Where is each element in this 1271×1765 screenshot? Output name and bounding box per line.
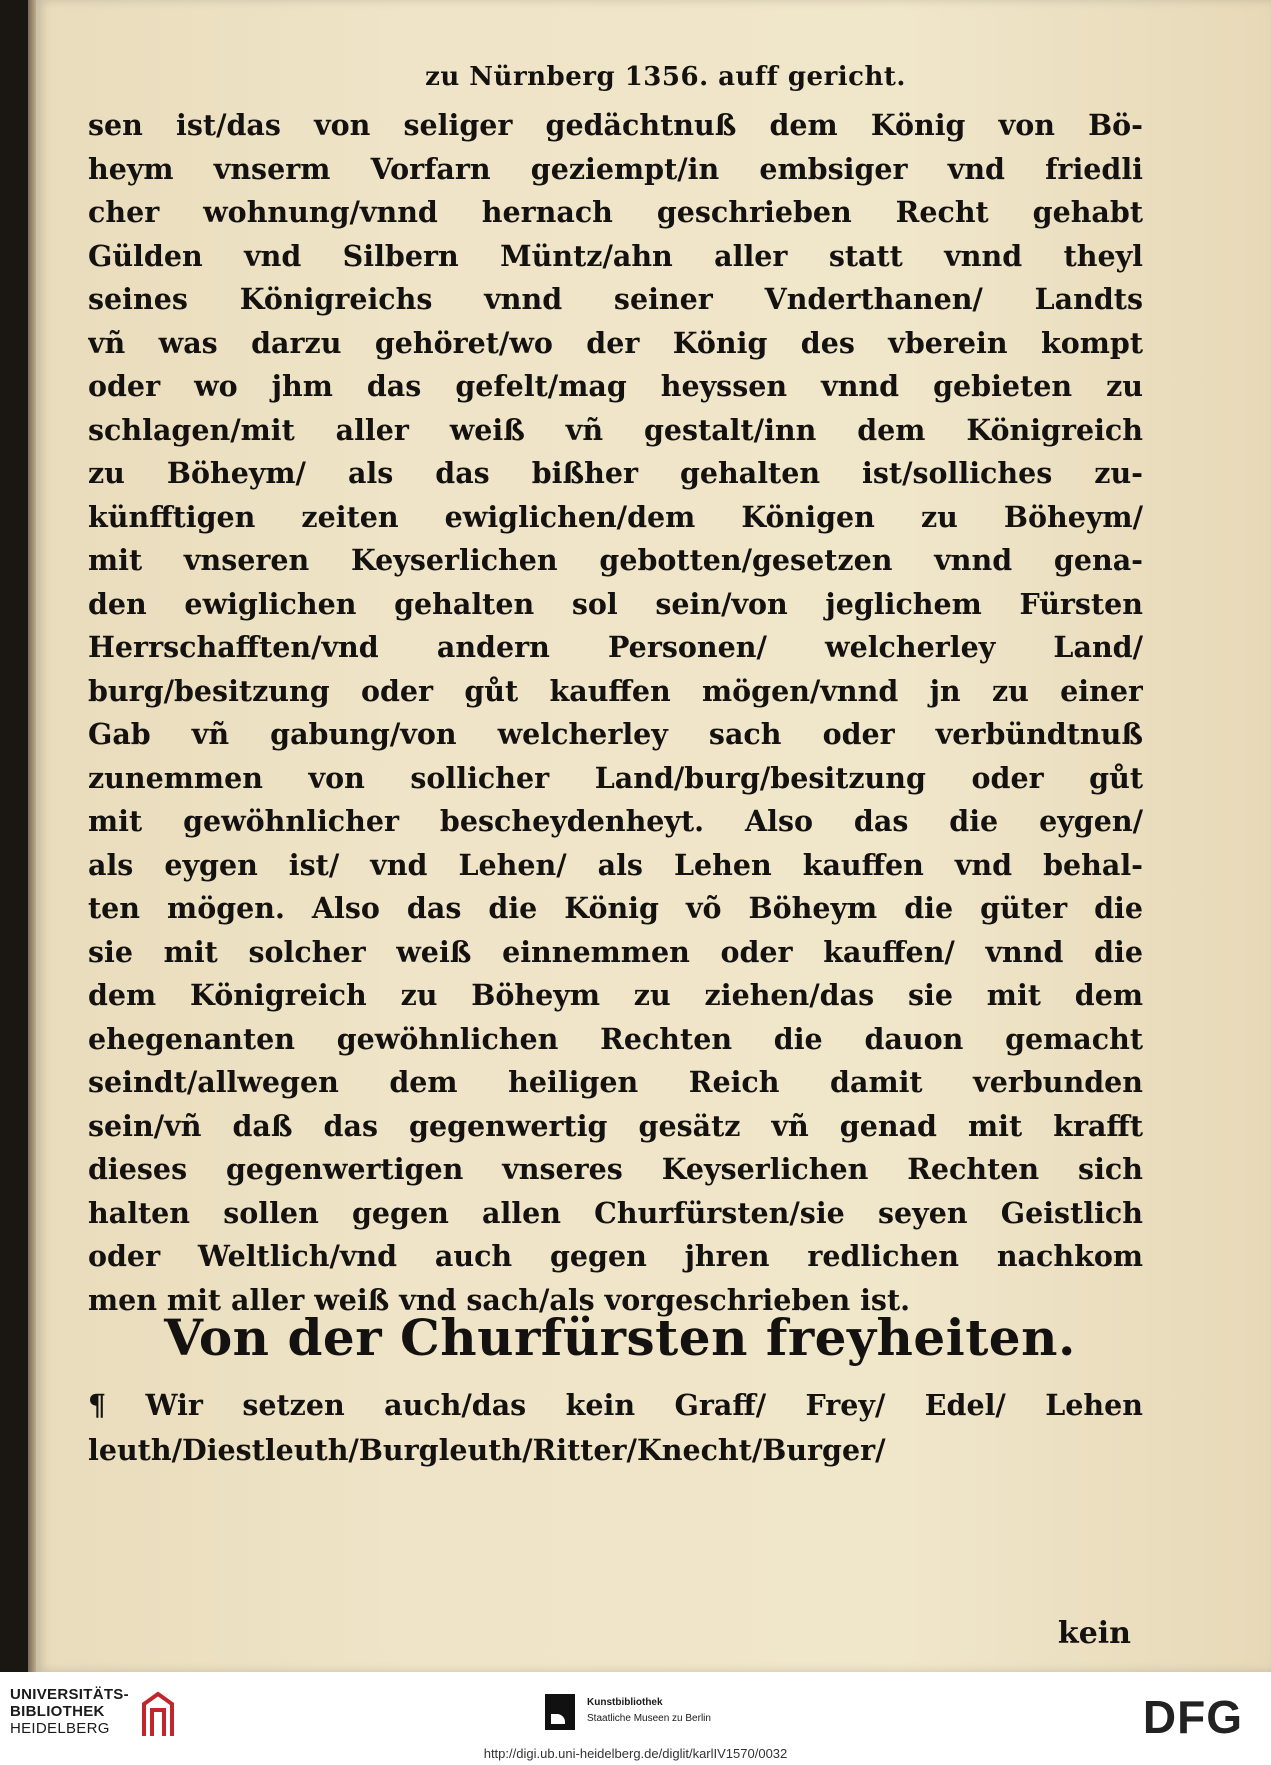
dfg-logo[interactable]: DFG [1142,1691,1243,1743]
text-line: ¶ Wir setzen auch/das kein Graff/ Frey/ Edel/ Lehen [88,1388,1143,1422]
text-line: ehegenanten gewöhnlichen Rechten die dauon gemacht [88,1021,1143,1056]
text-line: Herrschafften/vnd andern Personen/ welcherley Land/ [88,630,1143,664]
text-line: oder wo jhm das gefelt/mag heyssen vnnd gebieten zu [88,369,1143,403]
kunstbibliothek-mark-icon [545,1694,575,1730]
text-line: als eygen ist/ vnd Lehen/ als Lehen kauffen vnd behal- [88,847,1143,882]
text-line: künfftigen zeiten ewiglichen/dem Königen zu Böheym/ [88,499,1143,534]
text-line: cher wohnung/vnnd hernach geschrieben Recht gehabt [88,195,1143,229]
text-line: sein/vñ daß das gegenwertig gesätz vñ genad mit krafft [88,1108,1143,1143]
text-line: mit vnseren Keyserlichen gebotten/gesetzen vnnd gena- [88,543,1143,577]
body-text [88,104,1143,1322]
text-line: mit gewöhnlicher bescheydenheyt. Also das die eygen/ [88,804,1143,838]
text-line: zunemmen von sollicher Land/burg/besitzung oder gůt [88,760,1143,795]
text-line: men mit aller weiß vnd sach/als vorgeschrieben ist. [88,1282,911,1317]
running-head: zu Nürnberg 1356. auff gericht. [425,62,906,92]
ub-logo-line: BIBLIOTHEK [10,1703,105,1720]
kunstbibliothek-name: Kunstbibliothek [587,1697,663,1708]
catchword: kein [1057,1616,1131,1651]
second-paragraph [88,1383,1143,1473]
ub-logo-line: UNIVERSITÄTS- [10,1686,129,1703]
text-line: ten mögen. Also das die König võ Böheym die güter die [88,891,1143,925]
text-line: schlagen/mit aller weiß vñ gestalt/inn dem Königreich [88,412,1143,447]
text-line: Gab vñ gabung/von welcherley sach oder verbündtnuß [88,717,1143,751]
text-line: sie mit solcher weiß einnemmen oder kauffen/ vnnd die [88,934,1143,969]
ub-heidelberg-logo[interactable] [10,1686,190,1750]
kunstbibliothek-subtitle: Staatliche Museen zu Berlin [587,1713,711,1724]
section-heading: Von der Churfürsten freyheiten. [164,1308,1076,1367]
kunstbibliothek-logo[interactable] [545,1694,805,1734]
text-line: dem Königreich zu Böheym zu ziehen/das sie mit dem [88,978,1143,1012]
text-line: oder Weltlich/vnd auch gegen jhren redlichen nachkom [88,1239,1143,1273]
text-line: seindt/allwegen dem heiligen Reich damit verbunden [88,1065,1143,1099]
text-line: vñ was darzu gehöret/wo der König des vberein kompt [88,325,1143,360]
footer-bar [0,1672,1271,1765]
permalink-url[interactable]: http://digi.ub.uni-heidelberg.de/diglit/karlIV1570/0032 [483,1746,788,1761]
text-line: burg/besitzung oder gůt kauffen mögen/vnnd jn zu einer [88,673,1143,708]
ub-emblem-icon [138,1690,178,1740]
text-line: heym vnserm Vorfarn geziempt/in embsiger vnd friedli [88,151,1143,186]
text-line: dieses gegenwertigen vnseres Keyserlichen Rechten sich [88,1152,1143,1186]
text-line: sen ist/das von seliger gedächtnuß dem König von Bö- [88,108,1143,142]
text-line: zu Böheym/ als das bißher gehalten ist/solliches zu- [88,456,1143,490]
text-line: leuth/Diestleuth/Burgleuth/Ritter/Knecht/Burger/ [88,1433,886,1467]
ub-logo-line: HEIDELBERG [10,1720,110,1737]
text-line: den ewiglichen gehalten sol sein/von jeglichem Fürsten [88,586,1143,621]
text-line: Gülden vnd Silbern Müntz/ahn aller statt vnnd theyl [88,238,1143,273]
text-line: seines Königreichs vnnd seiner Vnderthanen/ Landts [88,282,1143,316]
text-line: halten sollen gegen allen Churfürsten/sie seyen Geistlich [88,1195,1143,1230]
